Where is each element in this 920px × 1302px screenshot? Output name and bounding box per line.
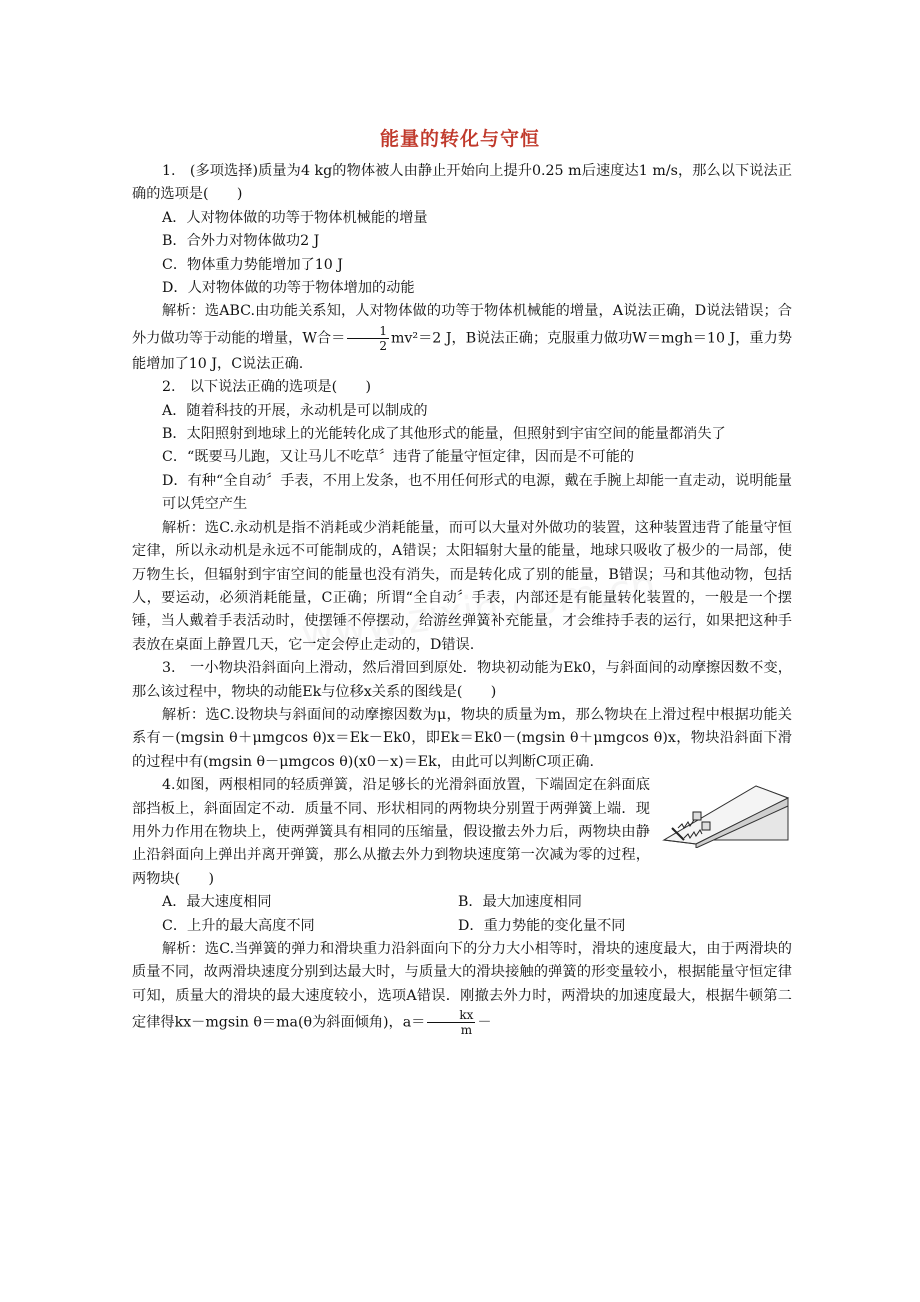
q2-analysis: 解析：选C.永动机是指不消耗或少消耗能量，而可以大量对外做功的装置，这种装置违背了能量守恒定律，所以永动机是永远不可能制成的，A错误；太阳辐射大量的能量，地球只吸收了极少的一局部，使万物生长，但辐射到宇宙空间的能量也没有消失，而是转化成了别的能量，B错误；马和其他动物，包括人，要运动，必须消耗能量，C正确；所谓“全自动〞手表，内部还是有能量转化装置的，一般是一个摆锤，当人戴着手表活动时，使摆锤不停摆动，给游丝弹簧补充能量，才会维持手表的运行，如果把这种手表放在桌面上静置几天，它一定会停止走动的，D错误. — [132, 519, 792, 653]
q1-analysis-part2: mv²＝2 J，B说法正确；克服重力做功W＝mgh＝10 J，重力势能增加了10 J，C说法正确. — [132, 330, 792, 372]
q4-options-row-2 — [132, 915, 792, 938]
page-title: 能量的转化与守恒 — [379, 128, 540, 150]
q4-option-a: A．最大速度相同 — [162, 894, 272, 911]
q1-stem: 1. (多项选择)质量为4 kg的物体被人由静止开始向上提升0.25 m后速度达1 m/s，那么以下说法正确的选项是( ) — [132, 163, 792, 203]
q4-option-c: C．上升的最大高度不同 — [162, 917, 315, 934]
q4-option-b: B．最大加速度相同 — [458, 894, 582, 911]
fraction-kx-over-m — [427, 1008, 475, 1037]
fraction-one-half — [347, 324, 389, 353]
q2-stem: 2. 以下说法正确的选项是( ) — [162, 379, 372, 396]
q1-option-a: A．人对物体做的功等于物体机械能的增量 — [162, 209, 428, 226]
q2-option-d: D．有种“全自动〞手表，不用上发条，也不用任何形式的电源，戴在手腕上却能一直走动，说明能量可以凭空产生 — [162, 472, 792, 513]
q1-analysis-part1: 解析：选ABC.由功能关系知，人对物体做的功等于物体机械能的增量，A说法正确，D说法错误；合外力做功等于动能的增量，W合＝ — [132, 303, 792, 347]
q1-option-b: B．合外力对物体做功2 J — [162, 233, 320, 250]
q1-option-c: C．物体重力势能增加了10 J — [162, 256, 343, 273]
q1-option-d: D．人对物体做的功等于物体增加的动能 — [162, 280, 415, 297]
document-body — [132, 160, 792, 1037]
fraction-denominator: 2 — [379, 338, 387, 353]
q4-analysis — [132, 938, 792, 1037]
q4-analysis-part2: － — [477, 1014, 492, 1031]
q2-option-b: B．太阳照射到地球上的光能转化成了其他形式的能量，但照射到宇宙空间的能量都消失了 — [162, 426, 726, 443]
q4-option-d: D．重力势能的变化量不同 — [458, 917, 626, 934]
q2-option-c: C．“既要马儿跑，又让马儿不吃草〞违背了能量守恒定律，因而是不可能的 — [162, 449, 635, 466]
q4-stem: 4.如图，两根相同的轻质弹簧，沿足够长的光滑斜面放置，下端固定在斜面底部挡板上，斜面固定不动．质量不同、形状相同的两物块分别置于两弹簧上端．现用外力作用在物块上，使两弹簧具有相同的压缩量，假设撤去外力后，两物块由静止沿斜面向上弹出并离开弹簧，那么从撤去外力到物块速度第一次减为零的过程，两物块( ) — [132, 777, 650, 887]
q2-option-a: A．随着科技的开展，永动机是可以制成的 — [162, 402, 428, 419]
q4-block — [132, 774, 792, 891]
fraction-denominator: m — [460, 1023, 473, 1038]
fraction-numerator: 1 — [347, 324, 389, 339]
fraction-numerator: kx — [427, 1008, 475, 1023]
q3-stem: 3. 一小物块沿斜面向上滑动，然后滑回到原处．物块初动能为Ek0，与斜面间的动摩擦因数不变，那么该过程中，物块的动能Ek与位移x关系的图线是( ) — [132, 660, 792, 700]
q1-analysis — [132, 300, 792, 376]
incline-springs-figure — [660, 778, 792, 848]
q4-analysis-part1: 解析：选C.当弹簧的弹力和滑块重力沿斜面向下的分力大小相等时，滑块的速度最大，由于两滑块的质量不同，故两滑块速度分别到达最大时，与质量大的滑块接触的弹簧的形变量较小，根据能量守恒定律可知，质量大的滑块的最大速度较小，选项A错误．刚撤去外力时，两滑块的加速度最大，根据牛顿第二定律得kx－mgsin θ＝ma(θ为斜面倾角)，a＝ — [132, 941, 792, 1031]
q3-analysis: 解析：选C.设物块与斜面间的动摩擦因数为μ，物块的质量为m，那么物块在上滑过程中根据功能关系有－(mgsin θ＋μmgcos θ)x＝Ek－Ek0，即Ek＝Ek0－(mgsin θ＋μmgcos θ)x，物块沿斜面下滑的过程中有(mgsin θ－μmgcos θ)(x0－x)＝Ek，由此可以判断C项正确. — [132, 706, 792, 770]
q4-options-row-1 — [132, 891, 792, 914]
